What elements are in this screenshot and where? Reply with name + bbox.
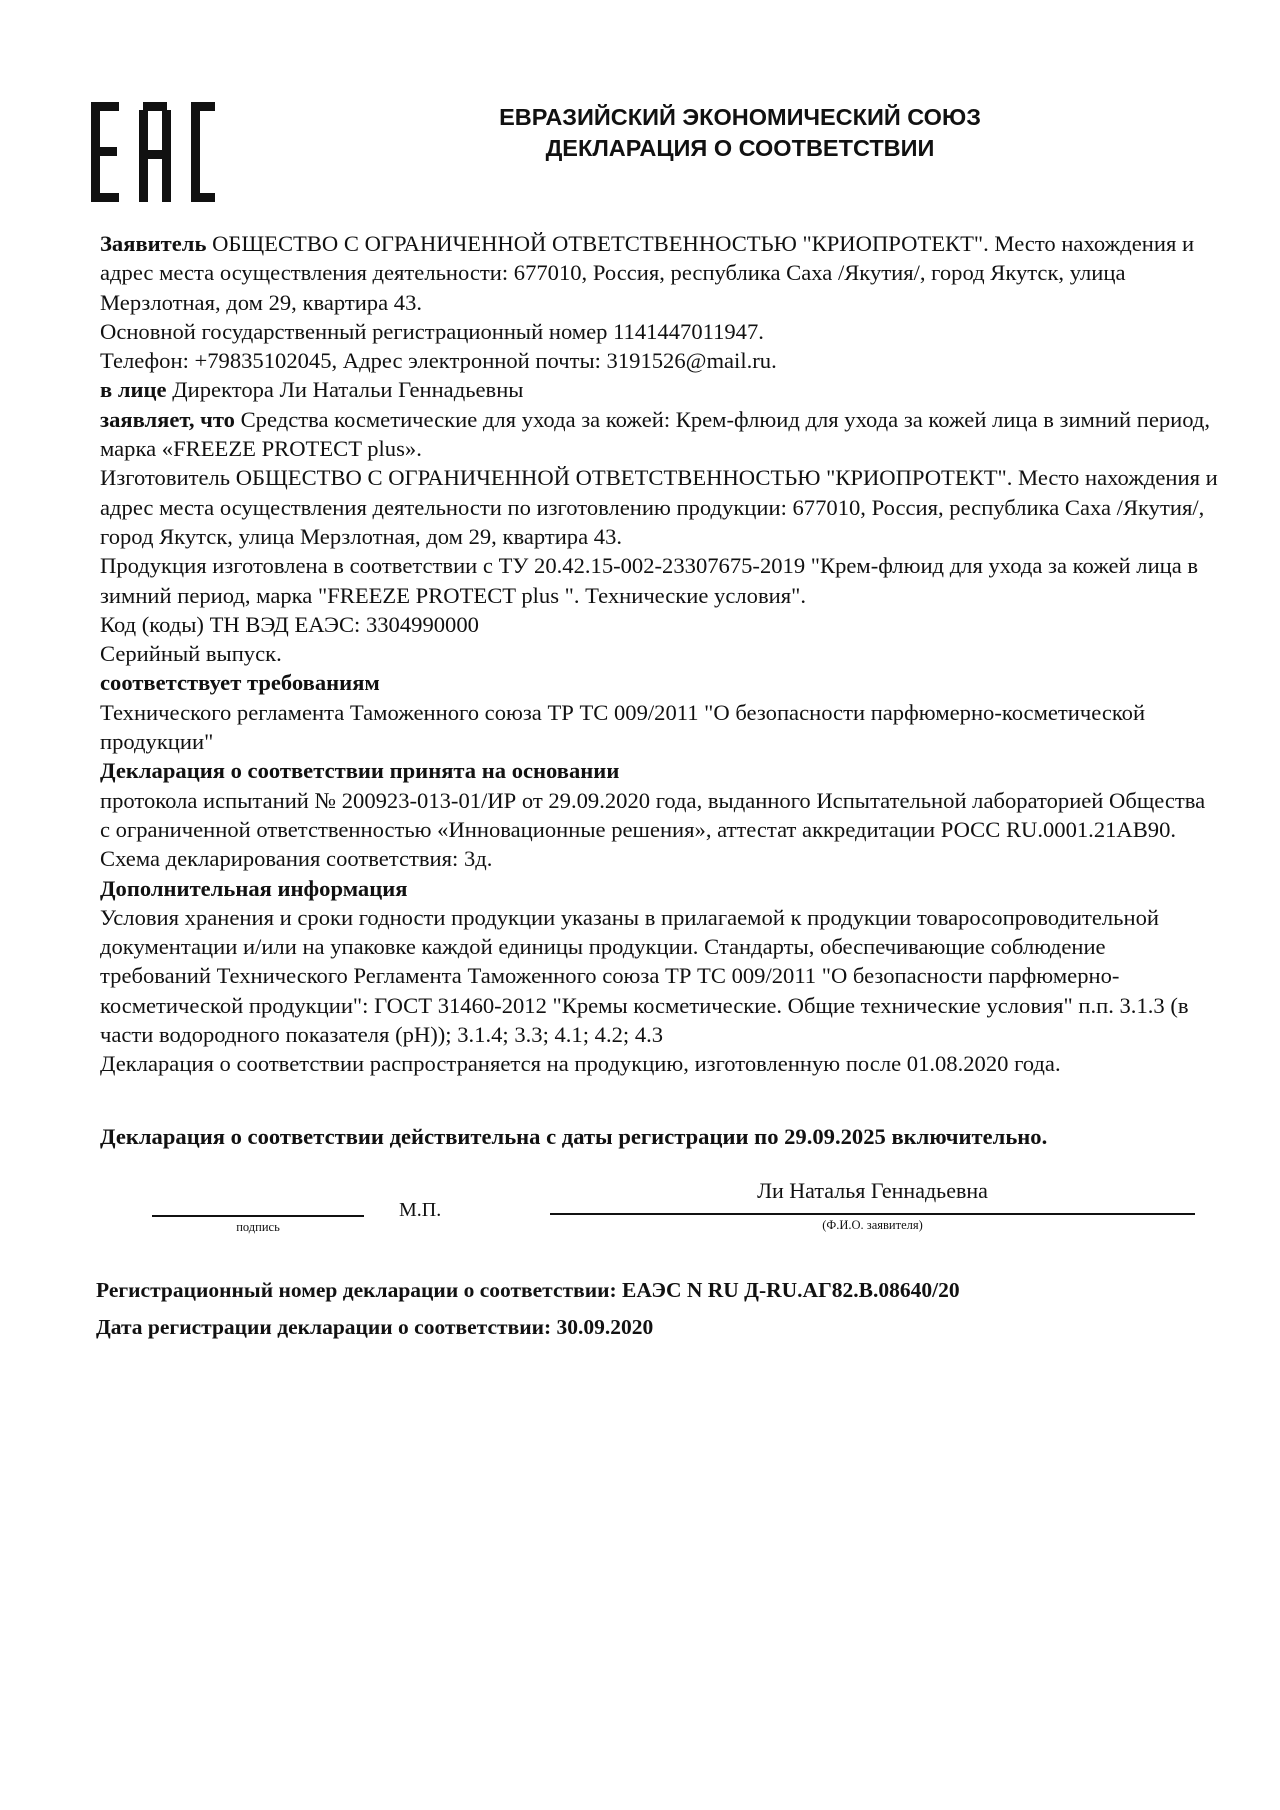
representative-paragraph: [100, 375, 1220, 404]
representative-label: в лице: [100, 377, 167, 403]
product-description: Средства косметические для ухода за кожей: Крем-флюид для ухода за кожей лица в зимний период, марка «FREEZE PROTECT plus».: [100, 406, 1211, 462]
series-line: Серийный выпуск.: [100, 641, 282, 667]
document-header: [300, 102, 1180, 164]
validity-statement: Декларация о соответствии действительна с даты регистрации по 29.09.2025 включительно.: [100, 1124, 1048, 1149]
applicant-paragraph: [100, 229, 1220, 317]
name-line: [550, 1213, 1195, 1215]
applicant-text: ОБЩЕСТВО С ОГРАНИЧЕННОЙ ОТВЕТСТВЕННОСТЬЮ "КРИОПРОТЕКТ". Место нахождения и адрес места осуществления деятельности: 677010, Россия, республика Саха /Якутия/, город Якутск, улица Мерзлотная, дом 29, квартира 43.: [100, 231, 1195, 315]
hs-code-line: Код (коды) ТН ВЭД ЕАЭС: 3304990000: [100, 611, 479, 637]
applicant-label: Заявитель: [100, 231, 207, 256]
declaration-body: [100, 229, 1220, 1079]
declares-label: заявляет, что: [100, 406, 235, 432]
scheme-line: Схема декларирования соответствия: 3д.: [100, 846, 493, 872]
produced-per-paragraph: Продукция изготовлена в соответствии с ТУ 20.42.15-002-23307675-2019 "Крем-флюид для ухода за кожей лица в зимний период, марка "FREEZE PROTECT plus ". Технические условия".: [100, 553, 1199, 608]
basis-text: протокола испытаний № 200923-013-01/ИР от 29.09.2020 года, выданного Испытательной лабораторией Общества с ограниченной ответственностью «Инновационные решения», аттестат аккредитации РОСС RU.0001.21АВ90.: [100, 787, 1206, 842]
registration-number: Регистрационный номер декларации о соответствии: ЕАЭС N RU Д-RU.АГ82.В.08640/20: [96, 1278, 960, 1302]
stamp-placeholder: М.П.: [399, 1199, 442, 1221]
registration-date: Дата регистрации декларации о соответствии: 30.09.2020: [96, 1315, 654, 1339]
manufacturer-paragraph: Изготовитель ОБЩЕСТВО С ОГРАНИЧЕННОЙ ОТВЕТСТВЕННОСТЬЮ "КРИОПРОТЕКТ". Место нахождения и адрес места осуществления деятельности по изготовлению продукции: 677010, Россия, республика Саха /Якутия/, город Якутск, улица Мерзлотная, дом 29, квартира 43.: [100, 465, 1218, 549]
representative-text: Директора Ли Натальи Геннадьевны: [166, 377, 524, 403]
additional-text: Условия хранения и сроки годности продукции указаны в прилагаемой к продукции товаросопроводительной документации и/или на упаковке каждой единицы продукции. Стандарты, обеспечивающие соблюдение требований Технического Регламента Таможенного союза ТР ТС 009/2011 "О безопасности парфюмерно-косметической продукции": ГОСТ 31460-2012 "Кремы косметические. Общие технические условия" п.п. 3.1.3 (в части водородного показателя (рН)); 3.1.4; 3.3; 4.1; 4.2; 4.3: [100, 904, 1189, 1048]
signature-caption: подпись: [236, 1220, 280, 1234]
name-caption: (Ф.И.О. заявителя): [822, 1218, 923, 1232]
signer-name: Ли Наталья Геннадьевна: [757, 1178, 988, 1203]
conformity-text: Технического регламента Таможенного союза ТР ТС 009/2011 "О безопасности парфюмерно-косметической продукции": [100, 699, 1146, 755]
applies-line: Декларация о соответствии распространяется на продукцию, изготовленную после 01.08.2020 года.: [100, 1051, 1061, 1077]
basis-heading: Декларация о соответствии принята на основании: [100, 758, 620, 784]
declaration-title: ДЕКЛАРАЦИЯ О СООТВЕТСТВИИ: [545, 135, 935, 161]
ogrn-line: Основной государственный регистрационный номер 1141447011947.: [100, 318, 764, 344]
eac-logo: [91, 102, 215, 202]
conformity-heading: соответствует требованиям: [100, 670, 380, 696]
declares-paragraph: [100, 405, 1220, 464]
contacts-line: Телефон: +79835102045, Адрес электронной почты: 3191526@mail.ru.: [100, 348, 777, 374]
signature-line: [152, 1215, 364, 1217]
union-title: ЕВРАЗИЙСКИЙ ЭКОНОМИЧЕСКИЙ СОЮЗ: [499, 104, 981, 130]
additional-heading: Дополнительная информация: [100, 875, 408, 901]
